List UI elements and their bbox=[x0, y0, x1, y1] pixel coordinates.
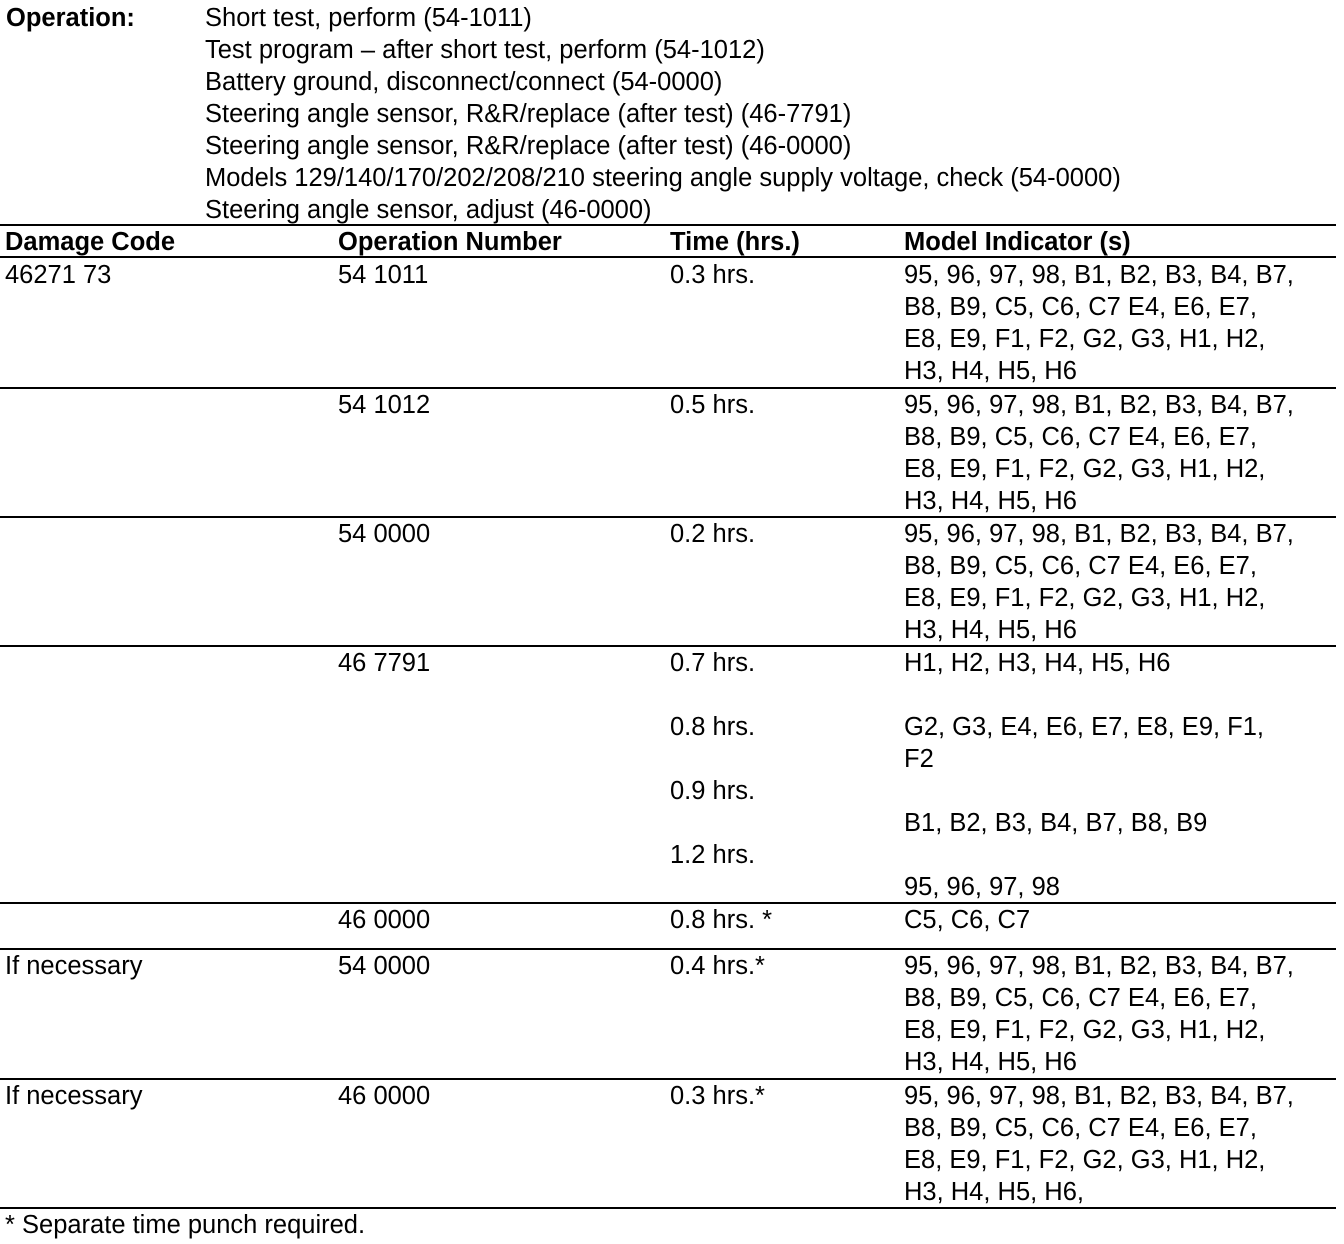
model-line: C5, C6, C7 bbox=[904, 906, 1031, 934]
header-time: Time (hrs.) bbox=[670, 228, 800, 256]
model-line: H3, H4, H5, H6 bbox=[904, 357, 1077, 385]
operation-item: Test program – after short test, perform (54-1012) bbox=[205, 36, 765, 64]
header-damage-code: Damage Code bbox=[5, 228, 176, 256]
model-line: B8, B9, C5, C6, C7 E4, E6, E7, bbox=[904, 423, 1257, 451]
model-line: B1, B2, B3, B4, B7, B8, B9 bbox=[904, 809, 1208, 837]
operation-number: 46 0000 bbox=[338, 1082, 431, 1110]
operation-number: 54 0000 bbox=[338, 520, 431, 548]
damage-code: 46271 73 bbox=[5, 261, 112, 289]
model-line: B8, B9, C5, C6, C7 E4, E6, E7, bbox=[904, 293, 1257, 321]
operation-number: 46 7791 bbox=[338, 649, 431, 677]
damage-code: If necessary bbox=[5, 952, 143, 980]
time: 0.7 hrs. bbox=[670, 649, 756, 677]
operation-number: 54 1012 bbox=[338, 391, 431, 419]
rule-header-top-right bbox=[0, 224, 1336, 226]
model-line: 95, 96, 97, 98, B1, B2, B3, B4, B7, bbox=[904, 520, 1294, 548]
model-line: G2, G3, E4, E6, E7, E8, E9, F1, bbox=[904, 713, 1265, 741]
operation-item: Steering angle sensor, R&R/replace (after test) (46-0000) bbox=[205, 132, 852, 160]
operation-item: Battery ground, disconnect/connect (54-0000) bbox=[205, 68, 723, 96]
damage-code: If necessary bbox=[5, 1082, 143, 1110]
time: 0.8 hrs. bbox=[670, 713, 756, 741]
rule-row-4 bbox=[0, 902, 1336, 904]
model-line: H1, H2, H3, H4, H5, H6 bbox=[904, 649, 1171, 677]
header-model-indicator: Model Indicator (s) bbox=[904, 228, 1131, 256]
model-line: H3, H4, H5, H6, bbox=[904, 1178, 1084, 1206]
operation-list bbox=[205, 2, 1121, 226]
header-operation-number: Operation Number bbox=[338, 228, 562, 256]
time: 0.9 hrs. bbox=[670, 777, 756, 805]
operation-number: 54 0000 bbox=[338, 952, 431, 980]
time: 0.4 hrs.* bbox=[670, 952, 765, 980]
operation-item: Steering angle sensor, adjust (46-0000) bbox=[205, 196, 652, 224]
model-line: E8, E9, F1, F2, G2, G3, H1, H2, bbox=[904, 584, 1266, 612]
model-line: B8, B9, C5, C6, C7 E4, E6, E7, bbox=[904, 984, 1257, 1012]
time: 1.2 hrs. bbox=[670, 841, 756, 869]
model-line: E8, E9, F1, F2, G2, G3, H1, H2, bbox=[904, 325, 1266, 353]
operation-item: Steering angle sensor, R&R/replace (after test) (46-7791) bbox=[205, 100, 852, 128]
time: 0.8 hrs. * bbox=[670, 906, 773, 934]
time: 0.5 hrs. bbox=[670, 391, 756, 419]
time: 0.3 hrs.* bbox=[670, 1082, 765, 1110]
model-line: F2 bbox=[904, 745, 934, 773]
operation-item: Short test, perform (54-1011) bbox=[205, 4, 532, 32]
model-line: 95, 96, 97, 98 bbox=[904, 873, 1060, 901]
model-line: E8, E9, F1, F2, G2, G3, H1, H2, bbox=[904, 1146, 1266, 1174]
model-line: E8, E9, F1, F2, G2, G3, H1, H2, bbox=[904, 1016, 1266, 1044]
rule-header-bottom bbox=[0, 256, 1336, 258]
model-line: 95, 96, 97, 98, B1, B2, B3, B4, B7, bbox=[904, 1082, 1294, 1110]
footnote: * Separate time punch required. bbox=[5, 1211, 366, 1239]
model-line: H3, H4, H5, H6 bbox=[904, 1048, 1077, 1076]
operation-item: Models 129/140/170/202/208/210 steering angle supply voltage, check (54-0000) bbox=[205, 164, 1121, 192]
operation-number: 54 1011 bbox=[338, 261, 429, 289]
model-line: H3, H4, H5, H6 bbox=[904, 616, 1077, 644]
operation-label: Operation: bbox=[6, 4, 135, 32]
model-line: E8, E9, F1, F2, G2, G3, H1, H2, bbox=[904, 455, 1266, 483]
time: 0.2 hrs. bbox=[670, 520, 756, 548]
model-line: B8, B9, C5, C6, C7 E4, E6, E7, bbox=[904, 1114, 1257, 1142]
operation-number: 46 0000 bbox=[338, 906, 431, 934]
model-line: 95, 96, 97, 98, B1, B2, B3, B4, B7, bbox=[904, 952, 1294, 980]
model-line: H3, H4, H5, H6 bbox=[904, 487, 1077, 515]
time: 0.3 hrs. bbox=[670, 261, 756, 289]
model-line: 95, 96, 97, 98, B1, B2, B3, B4, B7, bbox=[904, 391, 1294, 419]
model-line: B8, B9, C5, C6, C7 E4, E6, E7, bbox=[904, 552, 1257, 580]
model-line: 95, 96, 97, 98, B1, B2, B3, B4, B7, bbox=[904, 261, 1294, 289]
